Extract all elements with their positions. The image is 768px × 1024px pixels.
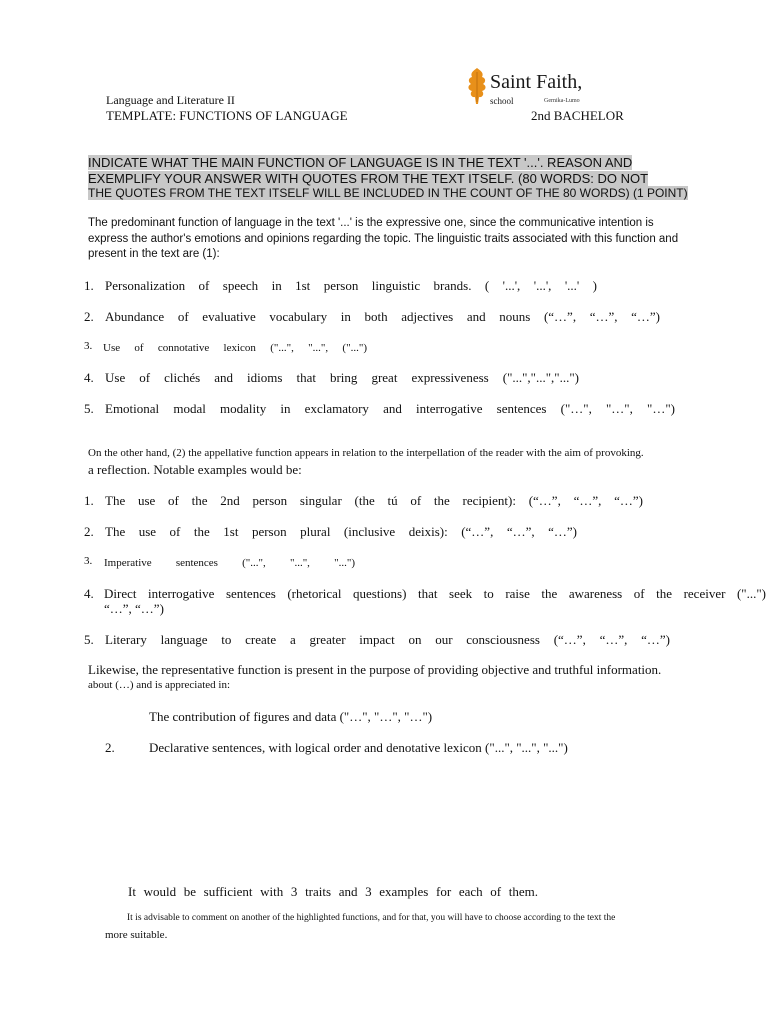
- logo-place: Gernika-Lumo: [544, 98, 580, 104]
- level-label: 2nd BACHELOR: [531, 108, 624, 123]
- expressive-item-4: Use of clichés and idioms that bring great expressiveness ("...","...","..."): [105, 370, 579, 385]
- expressive-item-3: Use of connotative lexicon ("...", "...", ("..."): [103, 342, 367, 354]
- instruction-block: [88, 155, 688, 202]
- appellative-item-3: Imperative sentences ("...", "...", "..."): [104, 557, 355, 569]
- expressive-item-1: Personalization of speech in 1st person linguistic brands. ( '...', '...', '...' ): [105, 278, 597, 293]
- representative-item-2-num: 2.: [105, 740, 115, 755]
- appellative-intro-line-1: On the other hand, (2) the appellative function appears in relation to the interpellation of the reader with the aim of provoking.: [88, 447, 644, 459]
- appellative-item-1-num: 1.: [84, 493, 94, 508]
- expressive-item-5: Emotional modal modality in exclamatory and interrogative sentences ("…", "…", "…"): [105, 401, 675, 416]
- representative-intro-line-1: Likewise, the representative function is present in the purpose of providing objective and truthful information.: [88, 662, 662, 677]
- course-name: Language and Literature II: [106, 93, 235, 107]
- expressive-item-2: Abundance of evaluative vocabulary in both adjectives and nouns (“…”, “…”, “…”): [105, 309, 660, 324]
- appellative-item-4-continued: “…”, “…”): [104, 601, 164, 616]
- expressive-item-5-num: 5.: [84, 401, 94, 416]
- instruction-line-3: THE QUOTES FROM THE TEXT ITSELF WILL BE INCLUDED IN THE COUNT OF THE 80 WORDS) (1 POINT): [88, 186, 688, 200]
- logo-sub: school: [490, 96, 514, 106]
- school-logo: [466, 66, 596, 106]
- representative-intro-line-2: about (…) and is appreciated in:: [88, 679, 231, 691]
- advisable-note-line-2: more suitable.: [105, 929, 168, 941]
- template-title: TEMPLATE: FUNCTIONS OF LANGUAGE: [106, 108, 348, 123]
- appellative-item-2: The use of the 1st person plural (inclusive deixis): (“…”, “…”, “…”): [105, 524, 577, 539]
- oak-leaf-icon: [466, 66, 488, 106]
- appellative-intro-line-2: a reflection. Notable examples would be:: [88, 462, 302, 477]
- appellative-item-2-num: 2.: [84, 524, 94, 539]
- logo-name: Saint Faith,: [490, 71, 583, 93]
- expressive-intro-line-3: present in the text are (1):: [88, 248, 220, 260]
- expressive-intro-line-1: The predominant function of language in the text '...' is the expressive one, since the communicative intention is: [88, 217, 654, 229]
- appellative-item-4: Direct interrogative sentences (rhetorical questions) that seek to raise the awareness of the receiver ("..."): [104, 586, 766, 601]
- expressive-item-1-num: 1.: [84, 278, 94, 293]
- expressive-item-4-num: 4.: [84, 370, 94, 385]
- expressive-intro: [88, 216, 678, 263]
- expressive-item-2-num: 2.: [84, 309, 94, 324]
- instruction-line-2: EXEMPLIFY YOUR ANSWER WITH QUOTES FROM THE TEXT ITSELF. (80 WORDS: DO NOT: [88, 170, 649, 186]
- representative-item-1: The contribution of figures and data ("…", "…", "…"): [149, 709, 433, 724]
- expressive-item-3-num: 3.: [84, 340, 93, 352]
- instruction-line-1: INDICATE WHAT THE MAIN FUNCTION OF LANGUAGE IS IN THE TEXT '...'. REASON AND: [88, 155, 633, 170]
- appellative-item-1: The use of the 2nd person singular (the tú of the recipient): (“…”, “…”, “…”): [105, 493, 643, 508]
- appellative-item-4-num: 4.: [84, 586, 94, 601]
- expressive-intro-line-2: express the author's emotions and opinions regarding the topic. The linguistic traits associated with this function and: [88, 232, 679, 245]
- representative-item-2: Declarative sentences, with logical order and denotative lexicon ("...", "...", "..."): [149, 740, 568, 755]
- appellative-item-5-num: 5.: [84, 632, 94, 647]
- appellative-item-5: Literary language to create a greater impact on our consciousness (“…”, “…”, “…”): [105, 632, 670, 647]
- sufficient-note: It would be sufficient with 3 traits and 3 examples for each of them.: [128, 884, 538, 899]
- appellative-item-3-num: 3.: [84, 555, 93, 567]
- advisable-note-line-1: It is advisable to comment on another of the highlighted functions, and for that, you will have to choose according to the text the: [127, 913, 616, 923]
